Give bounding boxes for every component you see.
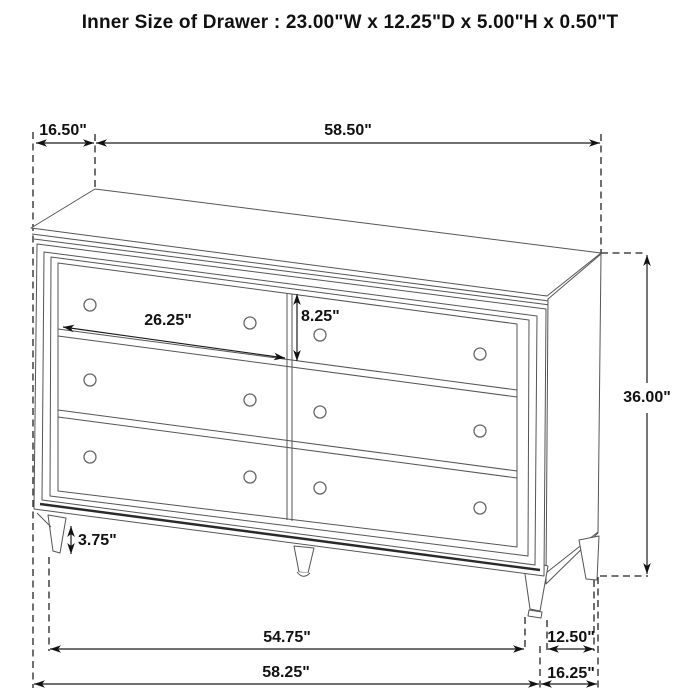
dim-label-bottom-overall-depth: 16.25" — [547, 665, 595, 682]
dim-label-top-depth: 16.50" — [39, 122, 87, 139]
dim-label-drawer-height: 8.25" — [301, 308, 340, 325]
dresser-front-face — [34, 244, 546, 576]
dim-label-bottom-overall-width: 58.25" — [262, 664, 310, 681]
dim-label-top-width: 58.50" — [324, 122, 372, 139]
dresser-side-panel — [546, 254, 601, 584]
dim-label-bottom-front-width: 54.75" — [263, 629, 311, 646]
page-title: Inner Size of Drawer : 23.00"W x 12.25"D x 5.00"H x 0.50"T — [81, 12, 619, 33]
dresser-outline — [31, 189, 601, 618]
dim-label-height: 36.00" — [623, 389, 671, 406]
dim-label-drawer-width: 26.25" — [144, 312, 192, 329]
dim-label-leg-height: 3.75" — [78, 532, 117, 549]
dim-label-bottom-side-depth: 12.50" — [547, 629, 595, 646]
